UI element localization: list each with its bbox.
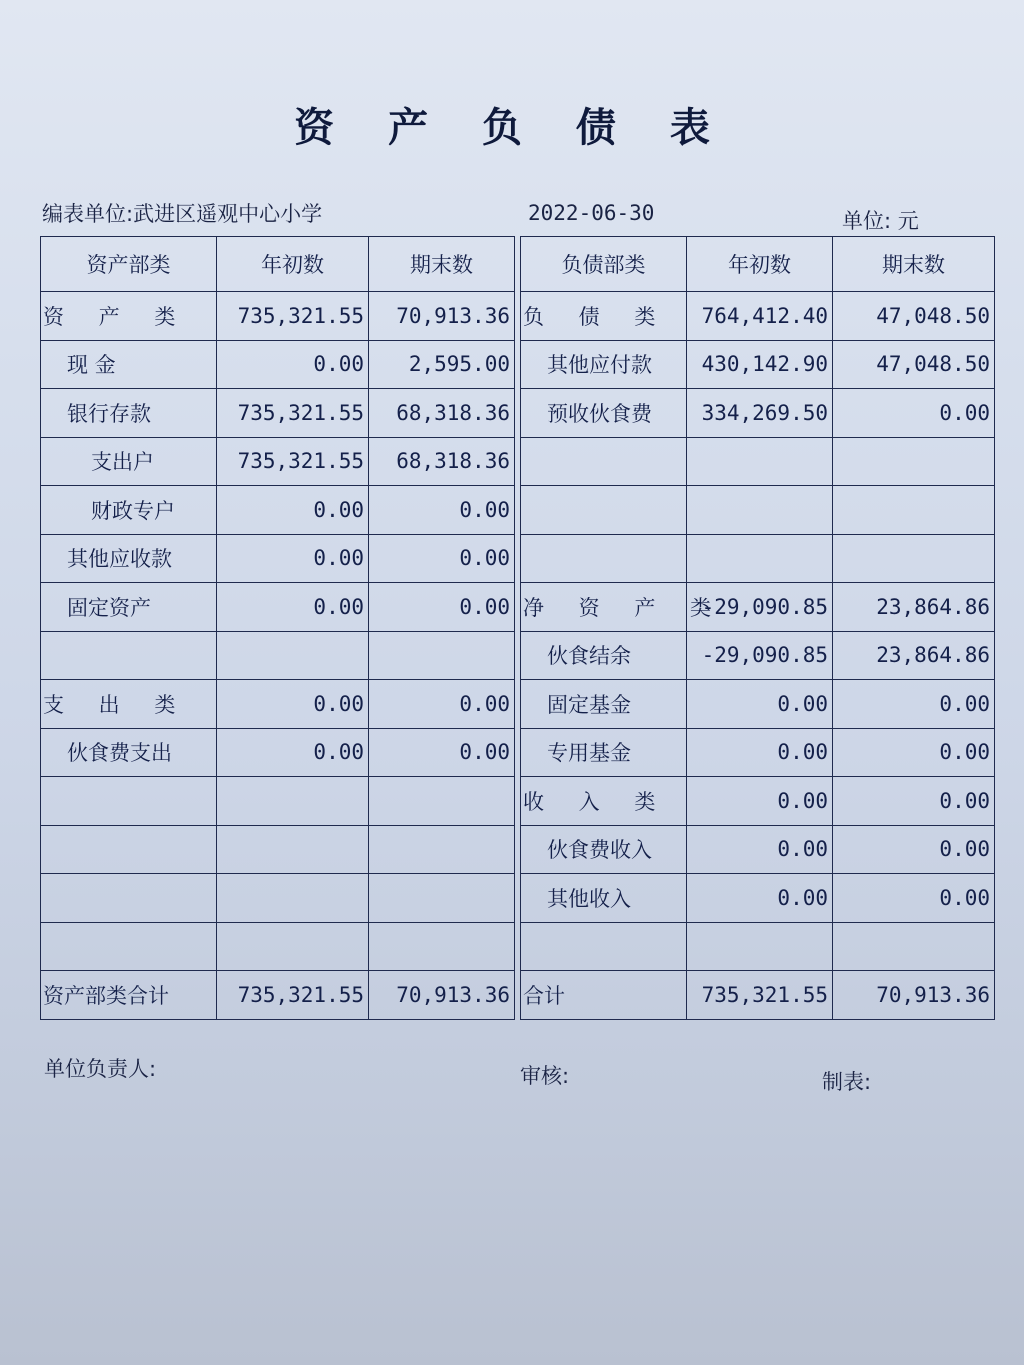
- table-row: [41, 340, 995, 389]
- footer-preparer-label: 制表:: [822, 1070, 872, 1094]
- asset-begin-cell: 0.00: [217, 583, 369, 632]
- page-title: 资 产 负 债 表: [294, 104, 730, 151]
- liability-begin-cell: 764,412.40: [687, 292, 833, 341]
- asset-begin-cell: 0.00: [217, 340, 369, 389]
- liability-end-cell: 0.00: [833, 777, 995, 826]
- liability-begin-cell: [687, 437, 833, 486]
- header-row: [41, 237, 995, 292]
- asset-end-cell: 70,913.36: [369, 292, 515, 341]
- asset-begin-cell: 0.00: [217, 680, 369, 729]
- asset-end-cell: 0.00: [369, 728, 515, 777]
- liability-category-cell: 其他应付款: [521, 340, 687, 389]
- liability-begin-cell: 0.00: [687, 728, 833, 777]
- header-liability-end: 期末数: [833, 237, 995, 292]
- liability-end-cell: [833, 534, 995, 583]
- liability-end-cell: 0.00: [833, 389, 995, 438]
- asset-begin-cell: [217, 874, 369, 923]
- asset-begin-cell: [217, 922, 369, 971]
- footer-audit-label: 审核:: [520, 1064, 570, 1088]
- footer-head-label: 单位负责人:: [44, 1057, 157, 1081]
- table-row: [41, 583, 995, 632]
- asset-end-cell: 70,913.36: [369, 971, 515, 1020]
- table-row: [41, 680, 995, 729]
- liability-begin-cell: 0.00: [687, 777, 833, 826]
- asset-begin-cell: 735,321.55: [217, 389, 369, 438]
- liability-begin-cell: 0.00: [687, 680, 833, 729]
- table-row: [41, 389, 995, 438]
- table-row: [41, 874, 995, 923]
- liability-category-cell: 合计: [521, 971, 687, 1020]
- liability-end-cell: 47,048.50: [833, 340, 995, 389]
- asset-end-cell: 0.00: [369, 486, 515, 535]
- liability-begin-cell: 735,321.55: [687, 971, 833, 1020]
- liability-begin-cell: 430,142.90: [687, 340, 833, 389]
- asset-category-cell: 支出户: [41, 437, 217, 486]
- asset-category-cell: 银行存款: [41, 389, 217, 438]
- liability-begin-cell: [687, 486, 833, 535]
- asset-category-cell: 其他应收款: [41, 534, 217, 583]
- liability-category-cell: 其他收入: [521, 874, 687, 923]
- liability-category-cell: [521, 534, 687, 583]
- table-row: [41, 777, 995, 826]
- asset-category-cell: [41, 825, 217, 874]
- header-asset-end: 期末数: [369, 237, 515, 292]
- liability-begin-cell: 0.00: [687, 825, 833, 874]
- liability-category-cell: [521, 922, 687, 971]
- header-liability-category: 负债部类: [521, 237, 687, 292]
- header-liability-begin: 年初数: [687, 237, 833, 292]
- asset-begin-cell: 735,321.55: [217, 437, 369, 486]
- liability-begin-cell: [687, 534, 833, 583]
- asset-category-cell: [41, 874, 217, 923]
- liability-category-cell: 负 债 类: [521, 292, 687, 341]
- asset-category-cell: 支 出 类: [41, 680, 217, 729]
- asset-begin-cell: [217, 777, 369, 826]
- liability-begin-cell: [687, 922, 833, 971]
- balance-sheet-table: [40, 236, 995, 1020]
- liability-end-cell: [833, 922, 995, 971]
- liability-end-cell: 0.00: [833, 728, 995, 777]
- liability-category-cell: 固定基金: [521, 680, 687, 729]
- liability-category-cell: 专用基金: [521, 728, 687, 777]
- table-row: [41, 534, 995, 583]
- table-row: [41, 825, 995, 874]
- liability-end-cell: [833, 437, 995, 486]
- asset-end-cell: 0.00: [369, 680, 515, 729]
- asset-category-cell: [41, 631, 217, 680]
- table-row: [41, 486, 995, 535]
- liability-end-cell: 23,864.86: [833, 631, 995, 680]
- asset-category-cell: [41, 777, 217, 826]
- liability-begin-cell: -29,090.85: [687, 583, 833, 632]
- asset-begin-cell: 0.00: [217, 728, 369, 777]
- asset-category-cell: 现 金: [41, 340, 217, 389]
- liability-end-cell: 47,048.50: [833, 292, 995, 341]
- liability-end-cell: 0.00: [833, 874, 995, 923]
- table-row: [41, 631, 995, 680]
- asset-end-cell: 68,318.36: [369, 389, 515, 438]
- table-row: [41, 728, 995, 777]
- header-asset-begin: 年初数: [217, 237, 369, 292]
- table-row: [41, 437, 995, 486]
- asset-category-cell: [41, 922, 217, 971]
- asset-begin-cell: [217, 631, 369, 680]
- header-asset-category: 资产部类: [41, 237, 217, 292]
- asset-begin-cell: 735,321.55: [217, 292, 369, 341]
- asset-end-cell: 2,595.00: [369, 340, 515, 389]
- liability-category-cell: 伙食结余: [521, 631, 687, 680]
- liability-category-cell: 预收伙食费: [521, 389, 687, 438]
- asset-begin-cell: 0.00: [217, 486, 369, 535]
- asset-category-cell: 财政专户: [41, 486, 217, 535]
- liability-begin-cell: 0.00: [687, 874, 833, 923]
- liability-category-cell: [521, 437, 687, 486]
- table-row: [41, 292, 995, 341]
- table-row: [41, 922, 995, 971]
- asset-end-cell: [369, 777, 515, 826]
- liability-category-cell: 收 入 类: [521, 777, 687, 826]
- liability-category-cell: 净 资 产 类: [521, 583, 687, 632]
- asset-end-cell: [369, 922, 515, 971]
- liability-begin-cell: 334,269.50: [687, 389, 833, 438]
- asset-end-cell: 0.00: [369, 534, 515, 583]
- asset-begin-cell: 735,321.55: [217, 971, 369, 1020]
- table-row: [41, 971, 995, 1020]
- asset-category-cell: 伙食费支出: [41, 728, 217, 777]
- asset-end-cell: [369, 631, 515, 680]
- liability-end-cell: 0.00: [833, 680, 995, 729]
- reporting-unit: 编表单位:武进区遥观中心小学: [42, 202, 323, 226]
- liability-end-cell: [833, 486, 995, 535]
- asset-category-cell: 资产部类合计: [41, 971, 217, 1020]
- liability-end-cell: 70,913.36: [833, 971, 995, 1020]
- liability-end-cell: 0.00: [833, 825, 995, 874]
- report-date: 2022-06-30: [528, 201, 655, 225]
- liability-category-cell: 伙食费收入: [521, 825, 687, 874]
- asset-category-cell: 资 产 类: [41, 292, 217, 341]
- asset-end-cell: 0.00: [369, 583, 515, 632]
- asset-end-cell: [369, 825, 515, 874]
- liability-end-cell: 23,864.86: [833, 583, 995, 632]
- asset-end-cell: 68,318.36: [369, 437, 515, 486]
- asset-begin-cell: 0.00: [217, 534, 369, 583]
- liability-category-cell: [521, 486, 687, 535]
- asset-category-cell: 固定资产: [41, 583, 217, 632]
- asset-end-cell: [369, 874, 515, 923]
- currency-unit: 单位: 元: [842, 209, 919, 233]
- liability-begin-cell: -29,090.85: [687, 631, 833, 680]
- asset-begin-cell: [217, 825, 369, 874]
